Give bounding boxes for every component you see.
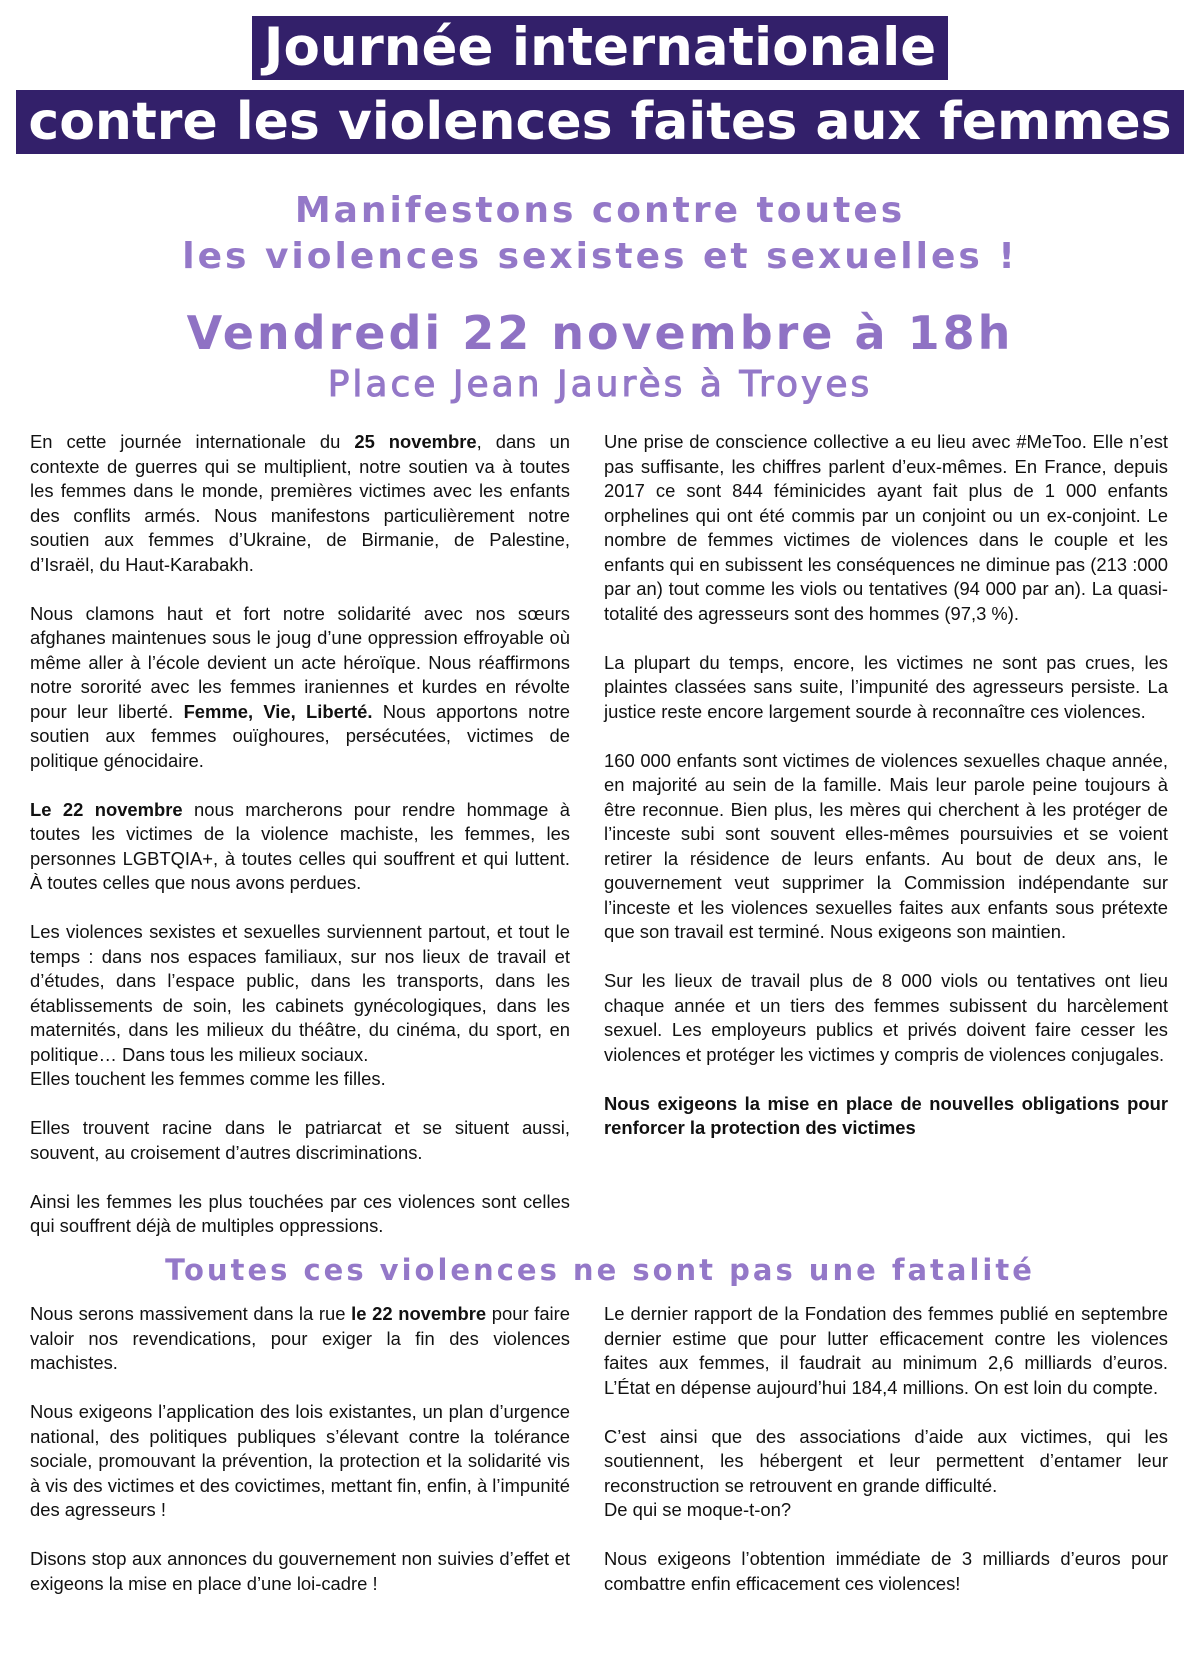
event-date: Vendredi 22 novembre à 18h bbox=[186, 306, 1014, 360]
text: pour faire valoir nos revendications, pour exiger la fin des violences machistes. bbox=[30, 1303, 570, 1373]
left-column-bottom bbox=[30, 1302, 570, 1621]
paragraph: Elles trouvent racine dans le patriarcat et se situent aussi, souvent, au croisement d’autres discriminations. bbox=[30, 1117, 570, 1163]
bold-date: 25 novembre bbox=[354, 431, 477, 452]
paragraph: De qui se moque-t-on? bbox=[604, 1499, 792, 1520]
paragraph bbox=[30, 1302, 570, 1376]
subtitle-line-1: Manifestons contre toutes bbox=[294, 190, 906, 231]
title-line-2: contre les violences faites aux femmes bbox=[16, 90, 1183, 154]
text: Nous clamons haut et fort notre solidarité avec nos sœurs afghanes maintenues sous le joug d’une oppression effroyable où même aller à l’école devient un acte héroïque. Nous réaffirmons notre sororité avec les femmes iraniennes et kurdes en révolte pour leur liberté. bbox=[30, 602, 570, 722]
section-heading: Toutes ces violences ne sont pas une fatalité bbox=[165, 1253, 1035, 1287]
slogan: Femme, Vie, Liberté. bbox=[183, 700, 373, 722]
text: En cette journée internationale du bbox=[30, 431, 355, 452]
paragraph: Disons stop aux annonces du gouvernement non suivies d’effet et exigeons la mise en place d’une loi-cadre ! bbox=[30, 1548, 570, 1594]
text: Nous serons massivement dans la rue bbox=[30, 1303, 352, 1324]
paragraph bbox=[604, 1092, 1168, 1141]
event-place: Place Jean Jaurès à Troyes bbox=[327, 364, 873, 405]
paragraph: Nous exigeons l’obtention immédiate de 3 milliards d’euros pour combattre enfin efficacement ces violences! bbox=[604, 1548, 1168, 1594]
right-column-top bbox=[604, 430, 1168, 1165]
paragraph bbox=[30, 798, 570, 896]
paragraph: Nous exigeons l’application des lois existantes, un plan d’urgence national, des politiques publiques s’élevant contre la tolérance sociale, promouvant la prévention, la protection et la solidarité vis à vis des victimes et des covictimes, mettant fin, enfin, à l’impunité des agresseurs ! bbox=[30, 1401, 570, 1520]
paragraph: Ainsi les femmes les plus touchées par ces violences sont celles qui souffrent déjà de multiples oppressions. bbox=[30, 1190, 570, 1236]
title-block bbox=[0, 16, 1200, 154]
bold-date: Le 22 novembre bbox=[30, 798, 183, 820]
text: nous marcherons pour rendre hommage à toutes les victimes de la violence machiste, les femmes, les personnes LGBTQIA+, à toutes celles qui souffrent et qui luttent. À toutes celles que nous avons perdues. bbox=[30, 798, 570, 893]
subtitle bbox=[0, 188, 1200, 280]
paragraph bbox=[30, 602, 570, 774]
paragraph: Elles touchent les femmes comme les filles. bbox=[30, 1068, 386, 1089]
left-column-top bbox=[30, 430, 570, 1263]
paragraph bbox=[30, 430, 570, 577]
paragraph: Une prise de conscience collective a eu lieu avec #MeToo. Elle n’est pas suffisante, les chiffres parlent d’eux-mêmes. En France, depuis 2017 ce sont 844 féminicides ayant fait plus de 1 000 enfants orphelines qui ont été commis par un conjoint ou un ex-conjoint. Le nombre de femmes victimes de violences dans le couple et les enfants qui en subissent les conséquences ne diminue pas (213 :000 par an) tout comme les viols ou tentatives (94 000 par an). La quasi-totalité des agresseurs sont des hommes (97,3 %). bbox=[604, 431, 1168, 624]
paragraph: C’est ainsi que des associations d’aide aux victimes, qui les soutiennent, les hébergent et leur permettent d’entamer leur reconstruction se retrouvent en grande difficulté. bbox=[604, 1425, 1168, 1496]
title-line-1: Journée internationale bbox=[252, 16, 948, 80]
paragraph: La plupart du temps, encore, les victimes ne sont pas crues, les plaintes classées sans suite, l’impunité des agresseurs persiste. La justice reste encore largement sourde à reconnaître ces violences. bbox=[604, 651, 1168, 722]
paragraph: Sur les lieux de travail plus de 8 000 viols ou tentatives ont lieu chaque année et un tiers des femmes subissent du harcèlement sexuel. Les employeurs publics et privés doivent faire cesser les violences et protéger les victimes y compris de violences conjugales. bbox=[604, 970, 1168, 1065]
text: Nous apportons notre soutien aux femmes ouïghoures, persécutées, victimes de politique génocidaire. bbox=[30, 700, 570, 771]
subtitle-line-2: les violences sexistes et sexuelles ! bbox=[182, 236, 1018, 277]
right-column-bottom bbox=[604, 1302, 1168, 1621]
text: , dans un contexte de guerres qui se multiplient, notre soutien va à toutes les femmes dans le monde, premières victimes avec les enfants des conflits armés. Nous manifestons particulièrement notre soutien aux femmes d’Ukraine, de Birmanie, de Palestine, d’Israël, du Haut-Karabakh. bbox=[30, 431, 570, 575]
bold-date: le 22 novembre bbox=[351, 1303, 487, 1324]
paragraph: Les violences sexistes et sexuelles surviennent partout, et tout le temps : dans nos espaces familiaux, sur nos lieux de travail et d’études, dans l’espace public, dans les transports, dans les établissements de soin, les cabinets gynécologiques, dans les maternités, dans les milieux du théâtre, du cinéma, du sport, en politique… Dans tous les milieux sociaux. bbox=[30, 921, 570, 1065]
paragraph: 160 000 enfants sont victimes de violences sexuelles chaque année, en majorité au sein de la famille. Mais leur parole peine toujours à être reconnue. Bien plus, les mères qui cherchent à les protéger de l’inceste subi sont souvent elles-mêmes poursuivies et se voient retirer la résidence de leurs enfants. Au bout de deux ans, le gouvernement veut supprimer la Commission indépendante sur l’inceste et les violences sexuelles faites aux enfants sous prétexte que son travail est terminé. Nous exigeons son maintien. bbox=[604, 749, 1168, 942]
paragraph: Le dernier rapport de la Fondation des femmes publié en septembre dernier estime que pour lutter efficacement contre les violences faites aux femmes, il faudrait au minimum 2,6 milliards d’euros. L’État en dépense aujourd’hui 184,4 millions. On est loin du compte. bbox=[604, 1303, 1168, 1398]
demand-bold: Nous exigeons la mise en place de nouvelles obligations pour renforcer la protection des victimes bbox=[604, 1092, 1168, 1138]
